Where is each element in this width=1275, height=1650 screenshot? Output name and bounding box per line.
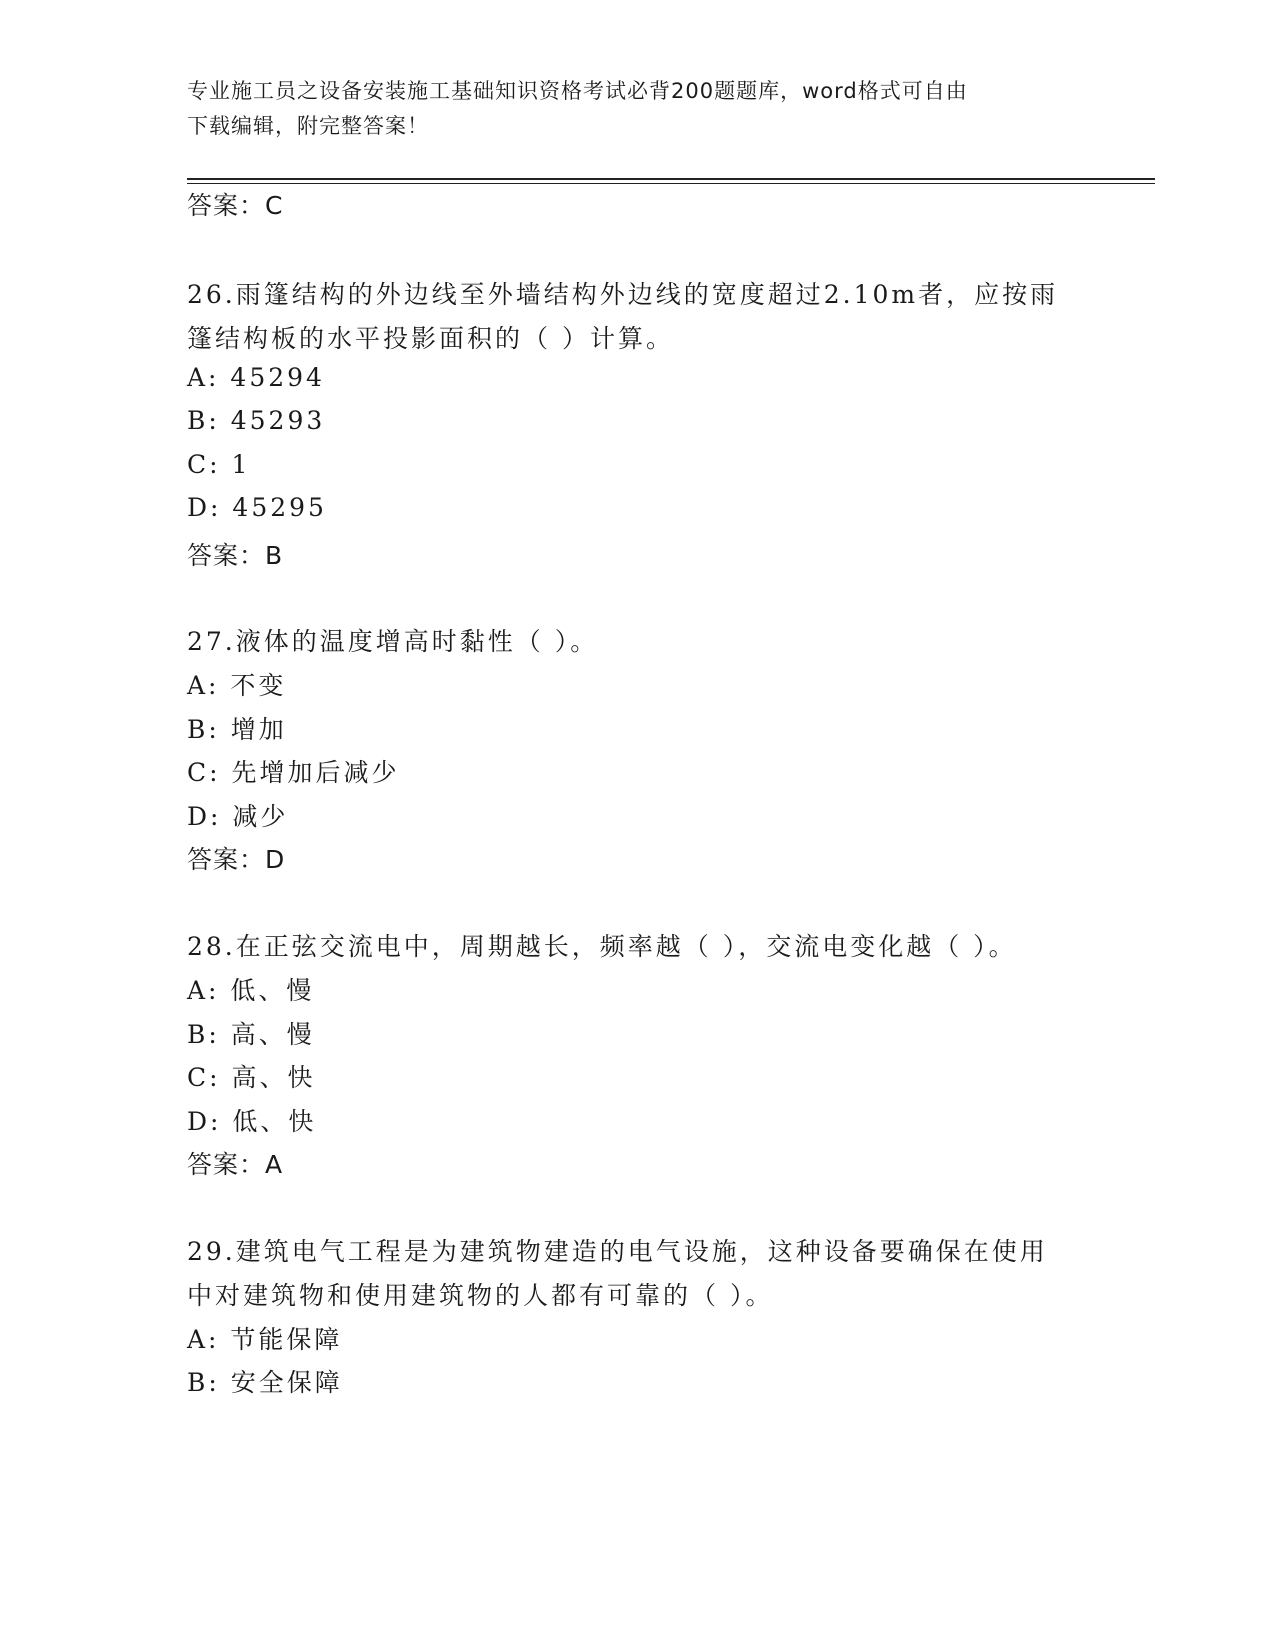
question-27-option-a: A: 不变 xyxy=(187,671,287,700)
question-26-text-line-2: 篷结构板的水平投影面积的（ ）计算。 xyxy=(187,324,674,353)
question-27-option-d: D: 减少 xyxy=(187,802,289,831)
question-27-option-b: B: 增加 xyxy=(187,715,287,744)
question-29-option-a: A: 节能保障 xyxy=(187,1325,343,1354)
question-28-option-d: D: 低、快 xyxy=(187,1107,317,1136)
question-29-text-line-1: 29.建筑电气工程是为建筑物建造的电气设施，这种设备要确保在使用 xyxy=(187,1237,1048,1266)
question-28-option-c: C: 高、快 xyxy=(187,1063,316,1092)
question-26-option-b: B: 45293 xyxy=(187,406,326,435)
header-divider-thin xyxy=(187,183,1155,184)
question-28-answer: 答案：A xyxy=(187,1150,284,1179)
header-line-2: 下载编辑，附完整答案！ xyxy=(187,114,429,138)
question-26-option-a: A: 45294 xyxy=(187,363,325,392)
question-28-option-b: B: 高、慢 xyxy=(187,1020,315,1049)
question-26-text-line-1: 26.雨篷结构的外边线至外墙结构外边线的宽度超过2.10m者，应按雨 xyxy=(187,280,1059,309)
question-27-answer: 答案：D xyxy=(187,845,286,874)
question-26-answer: 答案：B xyxy=(187,541,284,570)
question-28-text-line-1: 28.在正弦交流电中，周期越长，频率越（ ），交流电变化越（ ）。 xyxy=(187,932,1017,961)
question-26-option-c: C: 1 xyxy=(187,450,251,479)
question-26-option-d: D: 45295 xyxy=(187,493,327,522)
question-27-text-line-1: 27.液体的温度增高时黏性（ ）。 xyxy=(187,627,599,656)
document-header xyxy=(187,74,1067,144)
header-divider-thick xyxy=(187,178,1155,180)
question-28-option-a: A: 低、慢 xyxy=(187,976,315,1005)
question-29-text-line-2: 中对建筑物和使用建筑物的人都有可靠的（ ）。 xyxy=(187,1281,774,1310)
header-line-1: 专业施工员之设备安装施工基础知识资格考试必背200题题库，word格式可自由 xyxy=(187,79,968,103)
answer-previous: 答案：C xyxy=(187,191,284,220)
question-29-option-b: B: 安全保障 xyxy=(187,1368,343,1397)
question-27-option-c: C: 先增加后减少 xyxy=(187,758,400,787)
